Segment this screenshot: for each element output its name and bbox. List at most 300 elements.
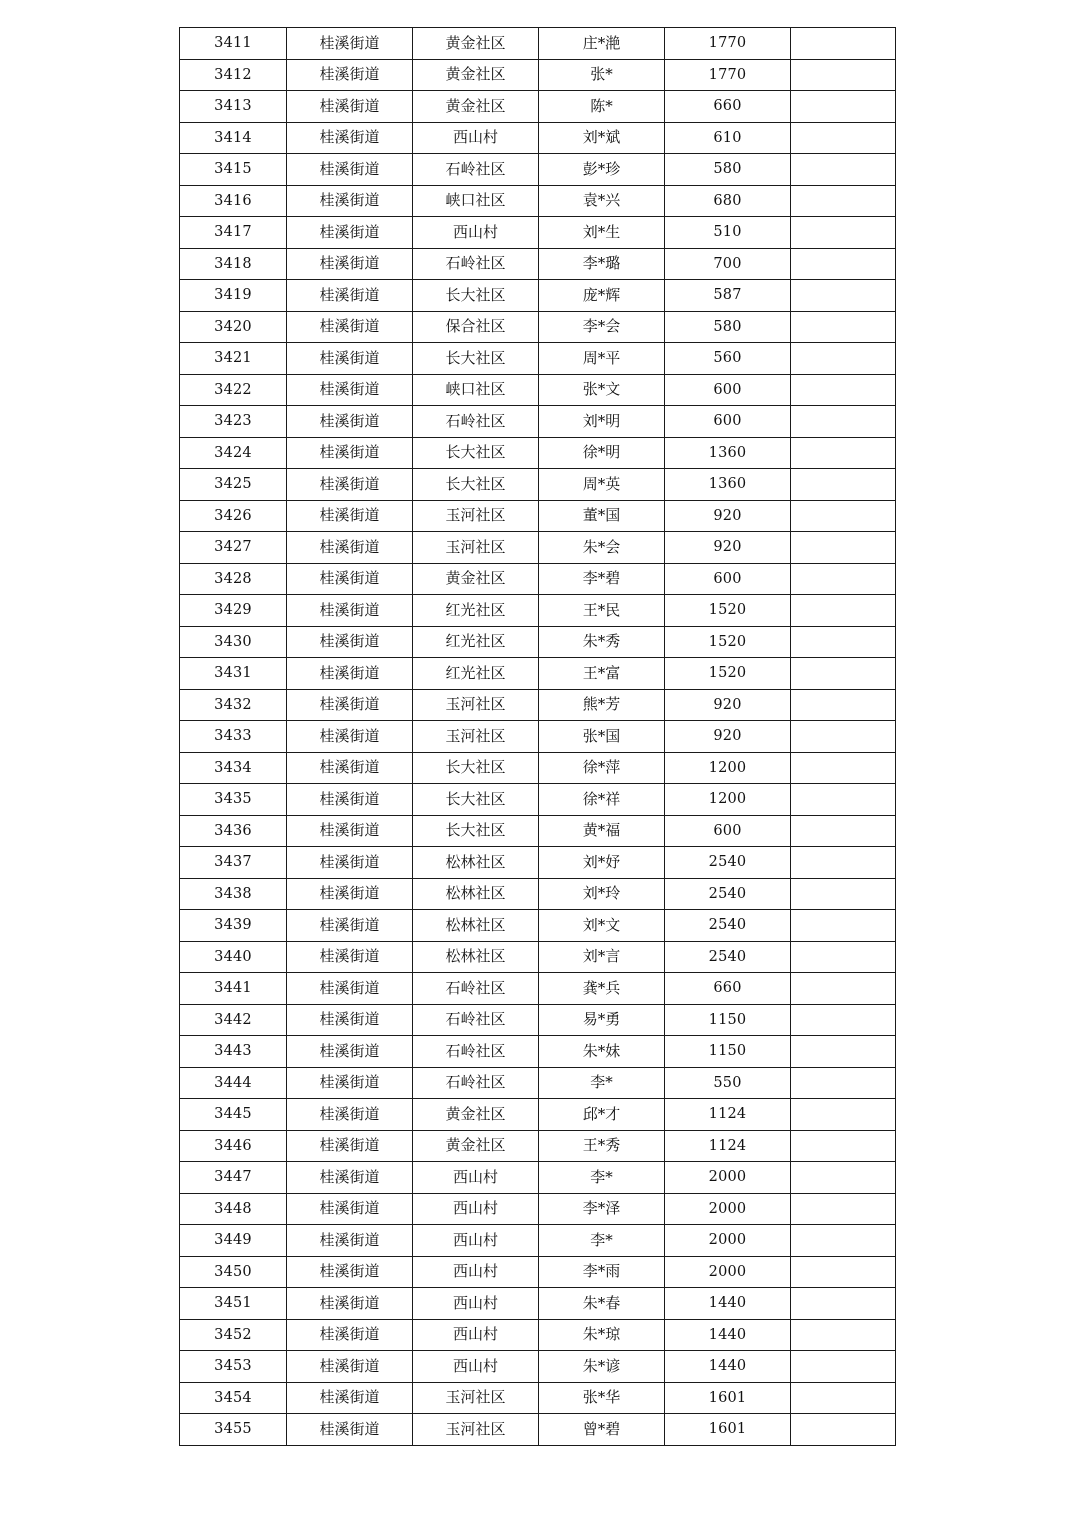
cell-community: 黄金社区: [413, 1130, 539, 1162]
cell-name: 刘*玲: [539, 878, 665, 910]
table-row: [180, 1288, 896, 1320]
cell-amount: 560: [665, 343, 791, 375]
cell-amount: 920: [665, 500, 791, 532]
cell-community: 玉河社区: [413, 689, 539, 721]
cell-street: 桂溪街道: [287, 658, 413, 690]
cell-serial-number: 3446: [180, 1130, 287, 1162]
cell-name: 李*碧: [539, 563, 665, 595]
table-row: [180, 532, 896, 564]
cell-amount: 660: [665, 973, 791, 1005]
cell-street: 桂溪街道: [287, 689, 413, 721]
cell-name: 徐*萍: [539, 752, 665, 784]
cell-note: [791, 59, 896, 91]
cell-street: 桂溪街道: [287, 59, 413, 91]
cell-street: 桂溪街道: [287, 626, 413, 658]
cell-name: 朱*春: [539, 1288, 665, 1320]
cell-street: 桂溪街道: [287, 406, 413, 438]
table-row: [180, 815, 896, 847]
cell-name: 李*: [539, 1225, 665, 1257]
cell-amount: 2540: [665, 941, 791, 973]
cell-note: [791, 626, 896, 658]
table-row: [180, 343, 896, 375]
cell-note: [791, 1036, 896, 1068]
cell-serial-number: 3447: [180, 1162, 287, 1194]
cell-amount: 587: [665, 280, 791, 312]
cell-street: 桂溪街道: [287, 1351, 413, 1383]
cell-serial-number: 3428: [180, 563, 287, 595]
table-row: [180, 941, 896, 973]
cell-name: 刘*文: [539, 910, 665, 942]
table-row: [180, 185, 896, 217]
table-row: [180, 847, 896, 879]
cell-note: [791, 595, 896, 627]
cell-amount: 680: [665, 185, 791, 217]
cell-note: [791, 343, 896, 375]
cell-serial-number: 3418: [180, 248, 287, 280]
cell-community: 石岭社区: [413, 406, 539, 438]
cell-street: 桂溪街道: [287, 1130, 413, 1162]
cell-community: 长大社区: [413, 469, 539, 501]
cell-name: 王*富: [539, 658, 665, 690]
cell-serial-number: 3433: [180, 721, 287, 753]
cell-note: [791, 532, 896, 564]
cell-note: [791, 1319, 896, 1351]
table-row: [180, 248, 896, 280]
cell-amount: 1124: [665, 1099, 791, 1131]
cell-street: 桂溪街道: [287, 941, 413, 973]
cell-amount: 700: [665, 248, 791, 280]
cell-note: [791, 1004, 896, 1036]
cell-street: 桂溪街道: [287, 784, 413, 816]
table-row: [180, 1225, 896, 1257]
cell-amount: 1200: [665, 752, 791, 784]
cell-note: [791, 1288, 896, 1320]
table-row: [180, 1382, 896, 1414]
cell-community: 西山村: [413, 1319, 539, 1351]
table-body: [180, 28, 896, 1446]
cell-community: 松林社区: [413, 878, 539, 910]
table-row: [180, 28, 896, 60]
table-row: [180, 689, 896, 721]
cell-community: 石岭社区: [413, 1036, 539, 1068]
cell-serial-number: 3451: [180, 1288, 287, 1320]
cell-amount: 1520: [665, 626, 791, 658]
cell-street: 桂溪街道: [287, 1319, 413, 1351]
cell-street: 桂溪街道: [287, 28, 413, 60]
cell-serial-number: 3421: [180, 343, 287, 375]
cell-community: 峡口社区: [413, 374, 539, 406]
cell-amount: 2000: [665, 1225, 791, 1257]
cell-serial-number: 3455: [180, 1414, 287, 1446]
cell-street: 桂溪街道: [287, 847, 413, 879]
cell-serial-number: 3422: [180, 374, 287, 406]
cell-name: 李*泽: [539, 1193, 665, 1225]
cell-amount: 1601: [665, 1414, 791, 1446]
cell-community: 长大社区: [413, 752, 539, 784]
cell-name: 张*: [539, 59, 665, 91]
cell-note: [791, 1130, 896, 1162]
cell-note: [791, 185, 896, 217]
cell-community: 西山村: [413, 1162, 539, 1194]
cell-name: 刘*斌: [539, 122, 665, 154]
cell-note: [791, 469, 896, 501]
cell-community: 西山村: [413, 1288, 539, 1320]
cell-amount: 1440: [665, 1319, 791, 1351]
cell-amount: 600: [665, 406, 791, 438]
cell-name: 刘*言: [539, 941, 665, 973]
cell-street: 桂溪街道: [287, 500, 413, 532]
cell-note: [791, 1256, 896, 1288]
cell-amount: 920: [665, 689, 791, 721]
cell-name: 董*国: [539, 500, 665, 532]
cell-name: 周*英: [539, 469, 665, 501]
cell-note: [791, 847, 896, 879]
cell-street: 桂溪街道: [287, 910, 413, 942]
cell-amount: 550: [665, 1067, 791, 1099]
cell-note: [791, 154, 896, 186]
cell-serial-number: 3445: [180, 1099, 287, 1131]
cell-amount: 510: [665, 217, 791, 249]
cell-note: [791, 1351, 896, 1383]
cell-name: 刘*生: [539, 217, 665, 249]
cell-community: 红光社区: [413, 658, 539, 690]
cell-name: 徐*明: [539, 437, 665, 469]
cell-serial-number: 3411: [180, 28, 287, 60]
table-row: [180, 626, 896, 658]
cell-community: 松林社区: [413, 941, 539, 973]
cell-community: 长大社区: [413, 343, 539, 375]
cell-serial-number: 3448: [180, 1193, 287, 1225]
cell-amount: 580: [665, 311, 791, 343]
cell-name: 李*璐: [539, 248, 665, 280]
cell-community: 玉河社区: [413, 500, 539, 532]
cell-serial-number: 3431: [180, 658, 287, 690]
table-row: [180, 784, 896, 816]
cell-street: 桂溪街道: [287, 91, 413, 123]
cell-community: 黄金社区: [413, 563, 539, 595]
cell-amount: 2000: [665, 1162, 791, 1194]
cell-community: 黄金社区: [413, 59, 539, 91]
cell-serial-number: 3443: [180, 1036, 287, 1068]
cell-serial-number: 3434: [180, 752, 287, 784]
cell-name: 易*勇: [539, 1004, 665, 1036]
table-row: [180, 437, 896, 469]
cell-community: 石岭社区: [413, 1067, 539, 1099]
cell-name: 朱*谚: [539, 1351, 665, 1383]
cell-serial-number: 3419: [180, 280, 287, 312]
cell-note: [791, 248, 896, 280]
cell-street: 桂溪街道: [287, 815, 413, 847]
table-row: [180, 1130, 896, 1162]
cell-amount: 2540: [665, 910, 791, 942]
cell-note: [791, 1193, 896, 1225]
cell-name: 袁*兴: [539, 185, 665, 217]
cell-name: 龚*兵: [539, 973, 665, 1005]
cell-note: [791, 1067, 896, 1099]
table-row: [180, 1256, 896, 1288]
cell-serial-number: 3439: [180, 910, 287, 942]
cell-serial-number: 3441: [180, 973, 287, 1005]
cell-serial-number: 3450: [180, 1256, 287, 1288]
cell-serial-number: 3425: [180, 469, 287, 501]
cell-amount: 2000: [665, 1193, 791, 1225]
cell-note: [791, 941, 896, 973]
cell-amount: 1150: [665, 1004, 791, 1036]
cell-community: 保合社区: [413, 311, 539, 343]
cell-serial-number: 3432: [180, 689, 287, 721]
cell-name: 李*雨: [539, 1256, 665, 1288]
cell-note: [791, 406, 896, 438]
cell-serial-number: 3416: [180, 185, 287, 217]
cell-street: 桂溪街道: [287, 1067, 413, 1099]
table-row: [180, 217, 896, 249]
table-row: [180, 721, 896, 753]
cell-name: 张*文: [539, 374, 665, 406]
cell-serial-number: 3449: [180, 1225, 287, 1257]
cell-community: 西山村: [413, 1256, 539, 1288]
cell-name: 邱*才: [539, 1099, 665, 1131]
cell-serial-number: 3420: [180, 311, 287, 343]
table-row: [180, 1193, 896, 1225]
cell-amount: 1770: [665, 59, 791, 91]
table-row: [180, 910, 896, 942]
cell-community: 松林社区: [413, 910, 539, 942]
cell-community: 长大社区: [413, 784, 539, 816]
cell-note: [791, 721, 896, 753]
cell-serial-number: 3438: [180, 878, 287, 910]
cell-street: 桂溪街道: [287, 311, 413, 343]
data-table: [179, 27, 896, 1446]
cell-amount: 1150: [665, 1036, 791, 1068]
cell-community: 西山村: [413, 122, 539, 154]
cell-street: 桂溪街道: [287, 374, 413, 406]
cell-name: 张*国: [539, 721, 665, 753]
cell-amount: 1520: [665, 595, 791, 627]
cell-note: [791, 815, 896, 847]
table-row: [180, 1414, 896, 1446]
cell-serial-number: 3437: [180, 847, 287, 879]
cell-note: [791, 311, 896, 343]
cell-note: [791, 500, 896, 532]
cell-street: 桂溪街道: [287, 1004, 413, 1036]
cell-name: 徐*祥: [539, 784, 665, 816]
table-row: [180, 374, 896, 406]
cell-note: [791, 1162, 896, 1194]
cell-note: [791, 1099, 896, 1131]
table-row: [180, 595, 896, 627]
cell-serial-number: 3413: [180, 91, 287, 123]
cell-street: 桂溪街道: [287, 185, 413, 217]
cell-name: 王*秀: [539, 1130, 665, 1162]
cell-serial-number: 3417: [180, 217, 287, 249]
cell-amount: 920: [665, 532, 791, 564]
cell-community: 黄金社区: [413, 28, 539, 60]
cell-serial-number: 3414: [180, 122, 287, 154]
table-row: [180, 154, 896, 186]
table-row: [180, 1004, 896, 1036]
cell-name: 刘*妤: [539, 847, 665, 879]
cell-note: [791, 563, 896, 595]
table-row: [180, 122, 896, 154]
cell-serial-number: 3424: [180, 437, 287, 469]
table-row: [180, 563, 896, 595]
table-row: [180, 752, 896, 784]
table-row: [180, 1099, 896, 1131]
cell-street: 桂溪街道: [287, 1036, 413, 1068]
cell-serial-number: 3426: [180, 500, 287, 532]
cell-name: 黄*福: [539, 815, 665, 847]
cell-note: [791, 658, 896, 690]
cell-serial-number: 3412: [180, 59, 287, 91]
cell-community: 松林社区: [413, 847, 539, 879]
cell-name: 陈*: [539, 91, 665, 123]
table-row: [180, 311, 896, 343]
cell-community: 西山村: [413, 1351, 539, 1383]
table-row: [180, 469, 896, 501]
cell-name: 朱*妹: [539, 1036, 665, 1068]
cell-street: 桂溪街道: [287, 1414, 413, 1446]
cell-note: [791, 1382, 896, 1414]
cell-name: 刘*明: [539, 406, 665, 438]
cell-name: 李*: [539, 1067, 665, 1099]
cell-serial-number: 3415: [180, 154, 287, 186]
cell-name: 曾*碧: [539, 1414, 665, 1446]
cell-street: 桂溪街道: [287, 532, 413, 564]
cell-amount: 610: [665, 122, 791, 154]
cell-street: 桂溪街道: [287, 1225, 413, 1257]
cell-amount: 600: [665, 815, 791, 847]
cell-street: 桂溪街道: [287, 721, 413, 753]
cell-note: [791, 1414, 896, 1446]
cell-community: 石岭社区: [413, 154, 539, 186]
cell-amount: 660: [665, 91, 791, 123]
cell-serial-number: 3452: [180, 1319, 287, 1351]
table-row: [180, 1162, 896, 1194]
cell-community: 玉河社区: [413, 721, 539, 753]
cell-community: 长大社区: [413, 815, 539, 847]
cell-serial-number: 3429: [180, 595, 287, 627]
cell-serial-number: 3440: [180, 941, 287, 973]
cell-serial-number: 3423: [180, 406, 287, 438]
table-row: [180, 658, 896, 690]
cell-name: 庄*滟: [539, 28, 665, 60]
cell-street: 桂溪街道: [287, 469, 413, 501]
table-row: [180, 1351, 896, 1383]
table-row: [180, 280, 896, 312]
cell-serial-number: 3442: [180, 1004, 287, 1036]
cell-community: 红光社区: [413, 595, 539, 627]
cell-street: 桂溪街道: [287, 280, 413, 312]
cell-street: 桂溪街道: [287, 752, 413, 784]
cell-community: 黄金社区: [413, 91, 539, 123]
table-row: [180, 59, 896, 91]
table-row: [180, 1036, 896, 1068]
cell-street: 桂溪街道: [287, 1288, 413, 1320]
cell-serial-number: 3444: [180, 1067, 287, 1099]
cell-serial-number: 3436: [180, 815, 287, 847]
cell-serial-number: 3430: [180, 626, 287, 658]
cell-note: [791, 689, 896, 721]
cell-note: [791, 437, 896, 469]
cell-amount: 1360: [665, 437, 791, 469]
cell-amount: 1440: [665, 1351, 791, 1383]
cell-note: [791, 217, 896, 249]
cell-name: 朱*秀: [539, 626, 665, 658]
cell-serial-number: 3454: [180, 1382, 287, 1414]
cell-note: [791, 752, 896, 784]
cell-amount: 1124: [665, 1130, 791, 1162]
cell-street: 桂溪街道: [287, 595, 413, 627]
cell-name: 周*平: [539, 343, 665, 375]
cell-note: [791, 374, 896, 406]
cell-name: 张*华: [539, 1382, 665, 1414]
cell-note: [791, 122, 896, 154]
cell-street: 桂溪街道: [287, 1162, 413, 1194]
cell-name: 朱*琼: [539, 1319, 665, 1351]
cell-serial-number: 3453: [180, 1351, 287, 1383]
table-row: [180, 973, 896, 1005]
cell-name: 彭*珍: [539, 154, 665, 186]
cell-community: 峡口社区: [413, 185, 539, 217]
cell-amount: 1440: [665, 1288, 791, 1320]
cell-community: 长大社区: [413, 280, 539, 312]
cell-amount: 600: [665, 563, 791, 595]
cell-street: 桂溪街道: [287, 122, 413, 154]
cell-community: 玉河社区: [413, 1382, 539, 1414]
cell-name: 朱*会: [539, 532, 665, 564]
cell-amount: 2000: [665, 1256, 791, 1288]
cell-amount: 920: [665, 721, 791, 753]
cell-serial-number: 3435: [180, 784, 287, 816]
cell-name: 李*会: [539, 311, 665, 343]
table-row: [180, 1067, 896, 1099]
cell-street: 桂溪街道: [287, 1382, 413, 1414]
cell-note: [791, 973, 896, 1005]
cell-street: 桂溪街道: [287, 973, 413, 1005]
cell-street: 桂溪街道: [287, 878, 413, 910]
cell-community: 西山村: [413, 1193, 539, 1225]
cell-community: 石岭社区: [413, 1004, 539, 1036]
cell-note: [791, 910, 896, 942]
cell-community: 西山村: [413, 1225, 539, 1257]
cell-amount: 2540: [665, 878, 791, 910]
cell-amount: 1601: [665, 1382, 791, 1414]
cell-amount: 2540: [665, 847, 791, 879]
cell-serial-number: 3427: [180, 532, 287, 564]
cell-community: 红光社区: [413, 626, 539, 658]
cell-street: 桂溪街道: [287, 248, 413, 280]
cell-name: 熊*芳: [539, 689, 665, 721]
cell-street: 桂溪街道: [287, 217, 413, 249]
cell-amount: 1360: [665, 469, 791, 501]
cell-amount: 1200: [665, 784, 791, 816]
cell-amount: 580: [665, 154, 791, 186]
cell-note: [791, 28, 896, 60]
cell-street: 桂溪街道: [287, 1099, 413, 1131]
cell-amount: 600: [665, 374, 791, 406]
cell-name: 李*: [539, 1162, 665, 1194]
cell-community: 玉河社区: [413, 532, 539, 564]
cell-community: 黄金社区: [413, 1099, 539, 1131]
cell-note: [791, 91, 896, 123]
cell-street: 桂溪街道: [287, 437, 413, 469]
cell-community: 石岭社区: [413, 973, 539, 1005]
cell-name: 庞*辉: [539, 280, 665, 312]
cell-street: 桂溪街道: [287, 343, 413, 375]
cell-name: 王*民: [539, 595, 665, 627]
cell-street: 桂溪街道: [287, 1193, 413, 1225]
cell-street: 桂溪街道: [287, 154, 413, 186]
